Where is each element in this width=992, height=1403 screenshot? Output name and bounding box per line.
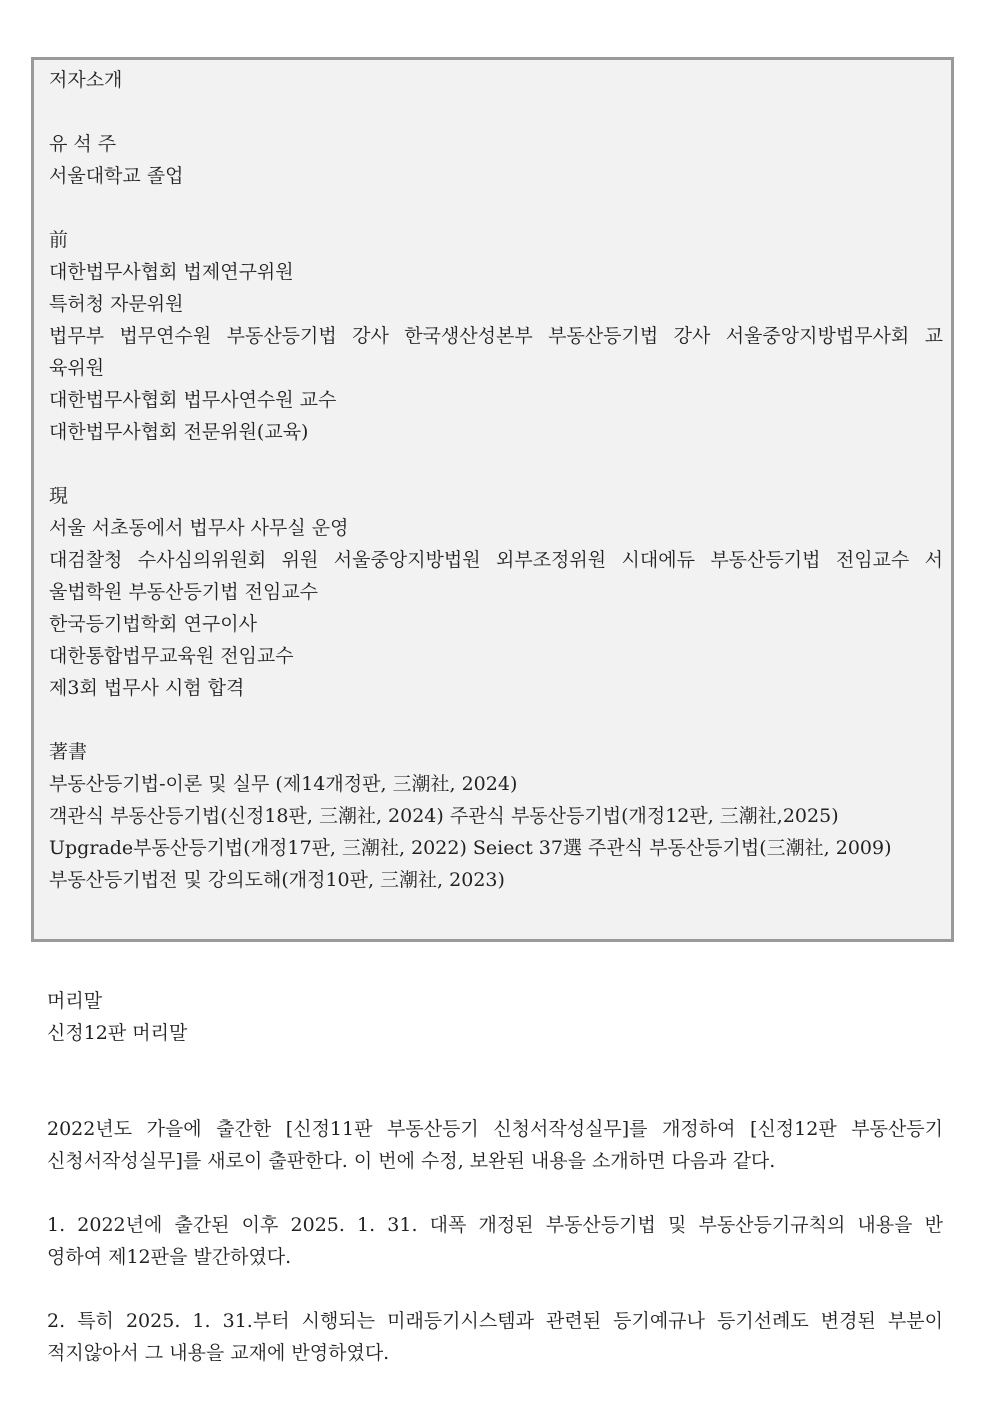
former-item: 대한법무사협회 법제연구위원 <box>49 261 294 283</box>
current-item: 한국등기법학회 연구이사 <box>49 613 257 635</box>
preface-intro-line: 2022년도 가을에 출간한 [신정11판 부동산등기 신청서작성실무]를 개정하여 [신정12판 부동산등기 <box>47 1118 943 1140</box>
current-item: 대검찰청 수사심의위원회 위원 서울중앙지방법원 외부조정위원 시대에듀 부동산등기법 전임교수 서 <box>49 549 943 571</box>
former-item: 대한법무사협회 법무사연수원 교수 <box>49 389 337 411</box>
preface-section <box>47 985 943 1369</box>
current-item: 대한통합법무교육원 전임교수 <box>49 645 294 667</box>
works-marker: 著書 <box>49 741 88 763</box>
former-item: 대한법무사협회 전문위원(교육) <box>49 421 309 443</box>
author-education: 서울대학교 졸업 <box>49 165 184 187</box>
current-item: 울법학원 부동산등기법 전임교수 <box>49 581 319 603</box>
current-item: 서울 서초동에서 법무사 사무실 운영 <box>49 517 349 539</box>
profile-heading: 저자소개 <box>49 69 123 91</box>
works-item: Upgrade부동산등기법(개정17판, 三潮社, 2022) Seiect 37選 주관식 부동산등기법(三潮社, 2009) <box>49 837 892 859</box>
works-item: 부동산등기법전 및 강의도해(개정10판, 三潮社, 2023) <box>49 869 505 891</box>
former-item: 법무부 법무연수원 부동산등기법 강사 한국생산성본부 부동산등기법 강사 서울중앙지방법무사회 교 <box>49 325 943 347</box>
author-name: 유 석 주 <box>49 133 117 155</box>
former-item: 육위원 <box>49 357 105 379</box>
preface-item-2-line: 적지않아서 그 내용을 교재에 반영하였다. <box>47 1342 390 1364</box>
former-marker: 前 <box>49 229 69 251</box>
author-profile-box <box>31 57 954 942</box>
preface-item-2-line: 2. 특히 2025. 1. 31.부터 시행되는 미래등기시스템과 관련된 등기예규나 등기선례도 변경된 부분이 <box>47 1310 943 1332</box>
works-item: 객관식 부동산등기법(신정18판, 三潮社, 2024) 주관식 부동산등기법(개정12판, 三潮社,2025) <box>49 805 839 827</box>
preface-heading: 머리말 <box>47 990 103 1012</box>
current-item: 제3회 법무사 시험 합격 <box>49 677 245 699</box>
works-item: 부동산등기법-이론 및 실무 (제14개정판, 三潮社, 2024) <box>49 773 518 795</box>
preface-subheading: 신정12판 머리말 <box>47 1022 188 1044</box>
current-marker: 現 <box>49 485 69 507</box>
preface-intro-line: 신청서작성실무]를 새로이 출판한다. 이 번에 수정, 보완된 내용을 소개하면 다음과 같다. <box>47 1150 776 1172</box>
preface-item-1-line: 1. 2022년에 출간된 이후 2025. 1. 31. 대폭 개정된 부동산등기법 및 부동산등기규칙의 내용을 반 <box>47 1214 943 1236</box>
preface-item-1-line: 영하여 제12판을 발간하였다. <box>47 1246 292 1268</box>
former-item: 특허청 자문위원 <box>49 293 184 315</box>
